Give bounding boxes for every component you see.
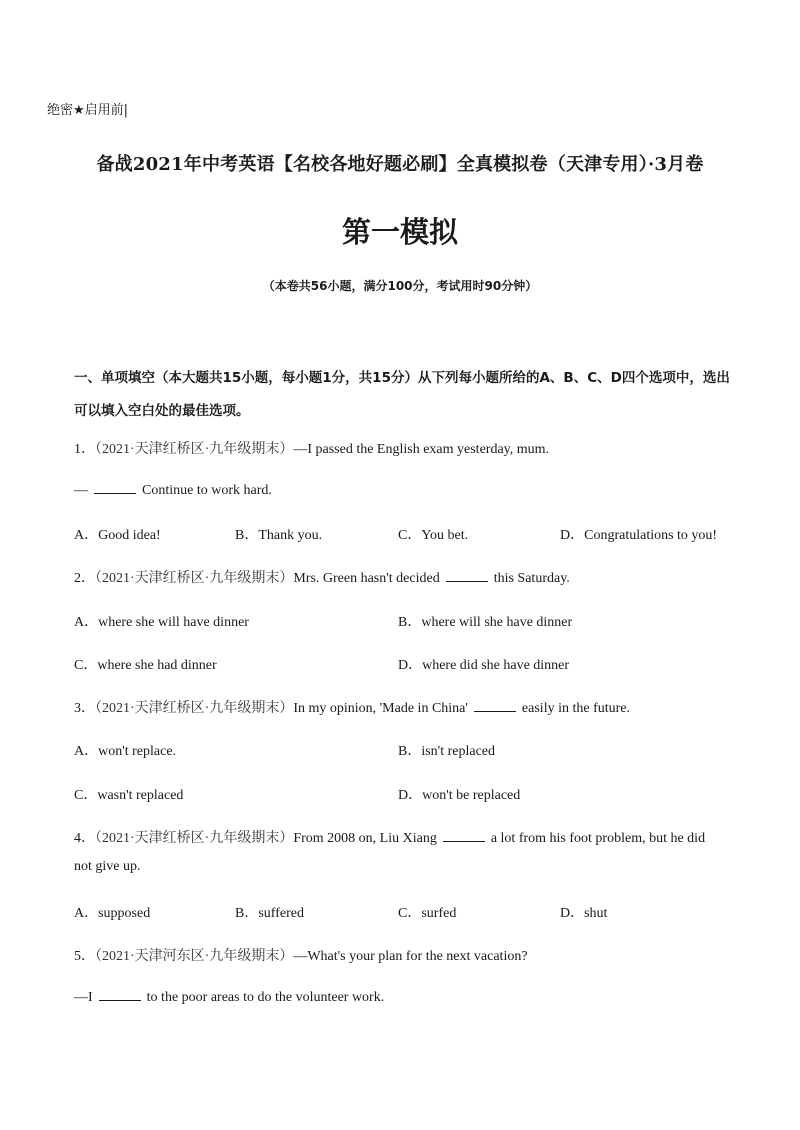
- question-stem: From 2008 on, Liu Xiang: [293, 831, 437, 846]
- question-1: [74, 438, 549, 458]
- question-3: [74, 697, 630, 717]
- question-source: （2021·天津红桥区·九年级期末）: [95, 442, 294, 457]
- question-stem: —What's your plan for the next vacation?: [293, 949, 528, 964]
- option-c: C．surfed: [398, 906, 457, 921]
- option-d: D．where did she have dinner: [398, 658, 570, 673]
- option-c: C．where she had dinner: [74, 658, 217, 673]
- question-number: 3．: [74, 701, 95, 716]
- question-stem: In my opinion, 'Made in China': [293, 701, 468, 716]
- question-source: （2021·天津红桥区·九年级期末）: [95, 831, 294, 846]
- question-2: [74, 567, 570, 587]
- answer-blank: [94, 481, 136, 494]
- option-c: C．wasn't replaced: [74, 788, 184, 803]
- question-number: 5．: [74, 949, 95, 964]
- dialog-dash: —: [74, 483, 88, 498]
- question-source: （2021·天津红桥区·九年级期末）: [95, 571, 294, 586]
- question-number: 4．: [74, 831, 95, 846]
- option-a: A．won't replace.: [74, 744, 177, 759]
- answer-blank: [474, 699, 516, 712]
- answer-blank: [99, 988, 141, 1001]
- option-b: B．isn't replaced: [398, 744, 495, 759]
- question-number: 2．: [74, 571, 95, 586]
- option-d: D．won't be replaced: [398, 788, 521, 803]
- question-source: （2021·天津红桥区·九年级期末）: [95, 701, 294, 716]
- answer-blank: [446, 569, 488, 582]
- question-stem: Mrs. Green hasn't decided: [293, 571, 440, 586]
- question-4: [74, 827, 705, 847]
- question-stem-cont: this Saturday.: [493, 571, 570, 586]
- option-a: A．supposed: [74, 906, 151, 921]
- question-stem-cont: easily in the future.: [521, 701, 630, 716]
- question-stem-cont: to the poor areas to do the volunteer work.: [146, 990, 385, 1005]
- question-stem-cont: a lot from his foot problem, but he did: [490, 831, 706, 846]
- exam-subtitle: 第一模拟: [341, 215, 458, 249]
- exam-note: （本卷共56小题，满分100分，考试用时90分钟）: [262, 279, 538, 293]
- question-stem: —I passed the English exam yesterday, mum.: [293, 442, 550, 457]
- dialog-dash: —I: [74, 990, 93, 1005]
- question-stem-cont: Continue to work hard.: [142, 483, 272, 498]
- exam-title: 备战2021年中考英语【名校各地好题必刷】全真模拟卷（天津专用）·3月卷: [96, 154, 704, 175]
- option-a: A．Good idea!: [74, 528, 161, 543]
- question-1-line2: [74, 481, 272, 499]
- question-5-line2: [74, 988, 384, 1006]
- option-d: D．shut: [560, 906, 608, 921]
- section-heading: 一、单项填空（本大题共15小题，每小题1分，共15分）从下列每小题所给的A、B、C、D四个选项中，选出可以填入空白处的最佳选项。: [74, 370, 730, 419]
- question-number: 1．: [74, 442, 95, 457]
- option-a: A．where she will have dinner: [74, 615, 249, 630]
- confidential-mark: 绝密★启用前|: [47, 103, 129, 118]
- answer-blank: [443, 829, 485, 842]
- question-source: （2021·天津河东区·九年级期末）: [95, 949, 294, 964]
- option-b: B．suffered: [235, 906, 304, 921]
- option-d: D．Congratulations to you!: [560, 528, 718, 543]
- question-5: [74, 945, 528, 965]
- question-4-line2: not give up.: [74, 859, 141, 874]
- option-b: B．Thank you.: [235, 528, 323, 543]
- option-c: C．You bet.: [398, 528, 469, 543]
- option-b: B．where will she have dinner: [398, 615, 573, 630]
